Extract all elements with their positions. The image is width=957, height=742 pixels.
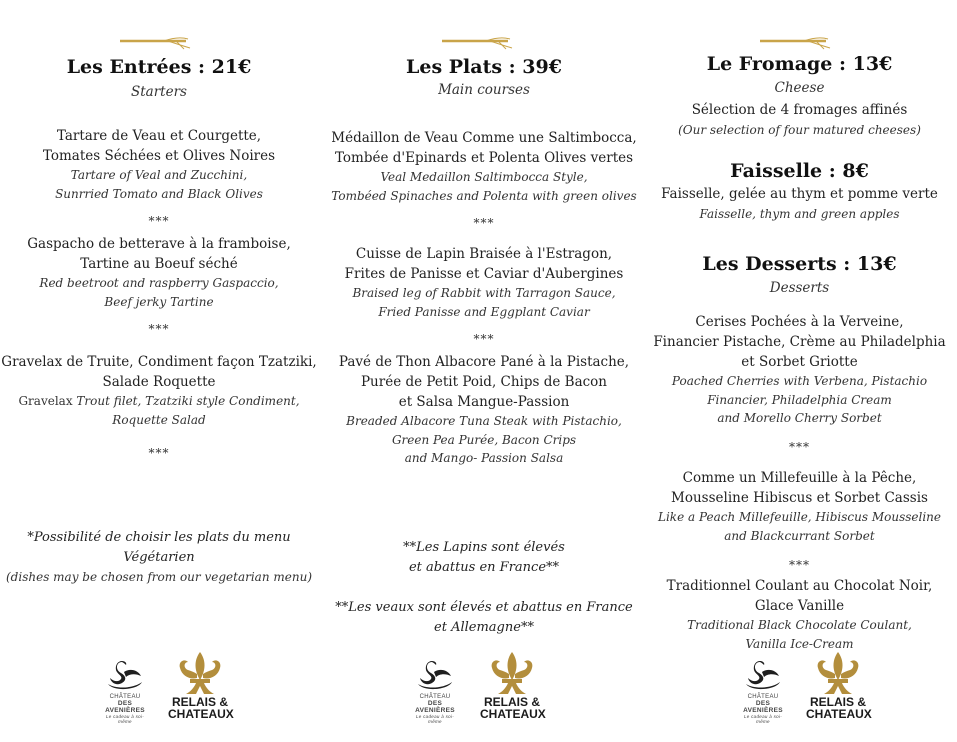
desserts-subtitle: Desserts (769, 280, 830, 296)
dish-en-line: Roquette Salad (112, 412, 206, 427)
plats-title: Les Plats : 39€ (406, 56, 562, 78)
entrees-column (0, 0, 318, 742)
chateau-tagline: Le cadeau à soi-même (415, 714, 455, 724)
dish-fr-line: Cerises Pochées à la Verveine, (695, 314, 904, 330)
dish-fr-line: et Salsa Mangue-Passion (398, 394, 570, 410)
dish-fr-line: Cuisse de Lapin Braisée à l'Estragon, (355, 246, 613, 262)
fromage-title: Le Fromage : 13€ (706, 53, 893, 75)
chateau-line2: DES AVENIÈRES (415, 700, 455, 714)
dish-fr-line: Financier Pistache, Crème au Philadelphia (653, 334, 946, 350)
dish-en-line: Fried Panisse and Eggplant Caviar (378, 304, 590, 319)
rabbit-origin-note (324, 538, 644, 578)
plats-subtitle: Main courses (438, 82, 530, 98)
note-line: *Possibilité de choisir les plats du menu (27, 530, 291, 545)
dish-fr-line: Médaillon de Veau Comme une Saltimbocca, (331, 130, 637, 146)
separator: *** (789, 440, 810, 454)
dish-fr-line: Tartine au Boeuf séché (80, 256, 238, 272)
fromage-en: (Our selection of four matured cheeses) (678, 123, 921, 137)
dish-en-line: Tombéed Spinaches and Polenta with green olives (331, 188, 637, 203)
plats-column (324, 0, 644, 742)
dish-fr-line: Tartare de Veau et Courgette, (56, 128, 262, 144)
chateau-line1: CHÂTEAU (419, 694, 451, 700)
dish-en-line: Beef jerky Tartine (104, 294, 214, 309)
gold-ornament-icon (120, 36, 192, 50)
swan-icon (410, 658, 460, 694)
relais-line2: CHATEAUX (806, 707, 872, 721)
dish-fr-line: et Sorbet Griotte (741, 354, 858, 370)
chateau-avenieres-logo (410, 658, 460, 724)
separator: *** (789, 558, 810, 572)
fleur-de-lis-icon (168, 650, 232, 696)
dish-item (324, 352, 644, 468)
dish-en-line: Poached Cherries with Verbena, Pistachio (671, 374, 928, 388)
dish-item (324, 128, 644, 205)
dish-en-line: Veal Medaillon Saltimbocca Style, (380, 170, 588, 184)
dish-item (642, 312, 957, 428)
dish-item (0, 234, 318, 311)
dish-en-text: Trout filet, Tzatziki style Condiment, (76, 394, 300, 408)
relais-chateaux-logo (168, 650, 232, 720)
note-line: Végétarien (123, 550, 195, 565)
separator: *** (148, 214, 170, 228)
fleur-de-lis-icon (480, 650, 544, 696)
faisselle-fr: Faisselle, gelée au thym et pomme verte (661, 186, 938, 202)
dish-fr-line: Glace Vanille (754, 598, 845, 614)
fromage-subtitle: Cheese (774, 80, 825, 96)
dish-fr-line: Tomates Séchées et Olives Noires (42, 148, 276, 164)
dish-en-line: and Mango- Passion Salsa (404, 451, 564, 465)
faisselle-title: Faisselle : 8€ (730, 160, 869, 182)
relais-line1: RELAIS & (483, 695, 540, 709)
dish-en-line: Sunrried Tomato and Black Olives (55, 186, 263, 201)
chateau-line2: DES AVENIÈRES (105, 700, 145, 714)
dish-en-line: Like a Peach Millefeuille, Hibiscus Mousseline (657, 510, 941, 524)
note-line: **Les Lapins sont élevés (403, 540, 565, 555)
dish-fr-line: Gravelax de Truite, Condiment façon Tzatziki, (1, 354, 317, 370)
dish-fr-line: Purée de Petit Poid, Chips de Bacon (360, 374, 608, 390)
separator: *** (148, 446, 170, 460)
gold-ornament-icon (760, 36, 832, 50)
chateau-avenieres-logo (100, 658, 150, 724)
dish-en-line (0, 392, 318, 411)
dish-item (0, 352, 318, 429)
chateau-line2: DES AVENIÈRES (743, 700, 783, 714)
dish-fr-line: Comme un Millefeuille à la Pêche, (682, 470, 917, 486)
note-line: et abattus en France** (408, 560, 560, 575)
dish-fr-line: Frites de Panisse et Caviar d'Aubergines (344, 266, 624, 282)
chateau-tagline: Le cadeau à soi-même (105, 714, 145, 724)
dish-item (642, 576, 957, 653)
dish-en-line: and Blackcurrant Sorbet (724, 528, 875, 543)
swan-icon (100, 658, 150, 694)
desserts-title: Les Desserts : 13€ (702, 253, 897, 275)
entrees-subtitle: Starters (131, 84, 187, 100)
dish-fr-line: Tombée d'Epinards et Polenta Olives vertes (334, 150, 634, 166)
fromage-fr: Sélection de 4 fromages affinés (691, 102, 908, 118)
dish-en-line: and Morello Cherry Sorbet (717, 411, 882, 425)
separator: *** (148, 322, 170, 336)
fromage-en-text: Our selection of four matured cheeses (682, 123, 917, 137)
note-line: et Allemagne** (434, 620, 534, 635)
dish-fr-line: Traditionnel Coulant au Chocolat Noir, (666, 578, 933, 594)
chateau-line1: CHÂTEAU (747, 694, 779, 700)
dish-item (324, 244, 644, 321)
separator: *** (473, 216, 495, 230)
dish-en-prefix: Gravelax (18, 394, 77, 408)
dish-en-line: Vanilla Ice-Cream (745, 636, 854, 651)
swan-icon (738, 658, 788, 694)
dish-item (0, 126, 318, 203)
dish-en-line: Traditional Black Chocolate Coulant, (687, 618, 912, 632)
dish-fr-line: Pavé de Thon Albacore Pané à la Pistache, (338, 354, 630, 370)
chateau-avenieres-logo (738, 658, 788, 724)
vegetarian-note (0, 528, 318, 586)
dish-item (642, 468, 957, 545)
dish-fr-line: Salade Roquette (102, 374, 216, 390)
veal-origin-note (324, 598, 644, 638)
note-en-line: (dishes may be chosen from our vegetarian menu) (6, 570, 312, 584)
dish-en-line: Financier, Philadelphia Cream (707, 392, 892, 407)
relais-line1: RELAIS & (171, 695, 228, 709)
gold-ornament-icon (442, 36, 514, 50)
relais-chateaux-logo (480, 650, 544, 720)
faisselle-en: Faisselle, thym and green apples (699, 207, 900, 221)
fromage-desserts-column (642, 0, 957, 742)
note-line: **Les veaux sont élevés et abattus en France (335, 600, 633, 615)
dish-en-line: Tartare of Veal and Zucchini, (70, 168, 248, 182)
relais-chateaux-logo (806, 650, 870, 720)
dish-en-line: Braised leg of Rabbit with Tarragon Sauce, (352, 286, 616, 300)
separator: *** (473, 332, 495, 346)
dish-en-line: Breaded Albacore Tuna Steak with Pistachio, (346, 414, 622, 428)
chateau-tagline: Le cadeau à soi-même (743, 714, 783, 724)
entrees-title: Les Entrées : 21€ (66, 56, 252, 78)
dish-fr-line: Mousseline Hibiscus et Sorbet Cassis (671, 490, 928, 506)
relais-line2: CHATEAUX (168, 707, 234, 721)
dish-en-line: Green Pea Purée, Bacon Crips (391, 432, 577, 447)
relais-line2: CHATEAUX (480, 707, 546, 721)
relais-line1: RELAIS & (809, 695, 866, 709)
dish-fr-line: Gaspacho de betterave à la framboise, (27, 236, 291, 252)
fleur-de-lis-icon (806, 650, 870, 696)
dish-en-line: Red beetroot and raspberry Gaspaccio, (39, 276, 279, 290)
chateau-line1: CHÂTEAU (109, 694, 141, 700)
